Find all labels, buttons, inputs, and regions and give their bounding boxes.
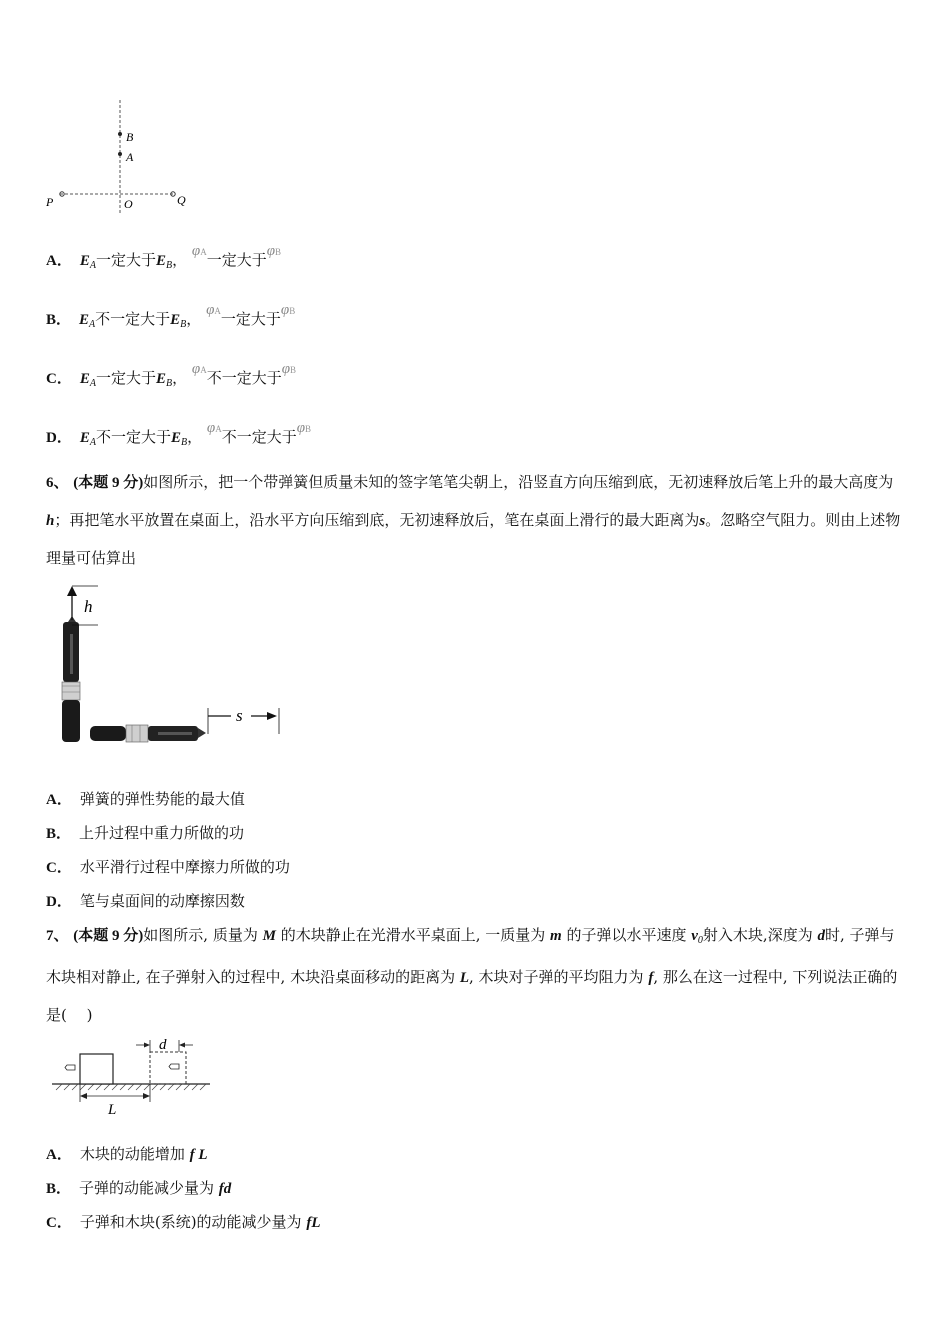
- label-p: P: [46, 195, 54, 209]
- q7-stem: 7、 (本题 9 分)如图所示, 质量为 M 的木块静止在光滑水平桌面上, 一质量为 m 的子弹以水平速度 $v_0$射入木块,深度为 d时, 子弹与木块相对静止, 在子弹射入的过程中, 木块沿桌面移动的距离为 L, 木块对子弹的平均阻力为 f, 那么在这一过程中, 下列说法正确的是( ): [46, 926, 898, 1024]
- label-h: h: [84, 597, 93, 616]
- q6-option-c[interactable]: C． 水平滑行过程中摩擦力所做的功: [46, 858, 290, 876]
- vertical-pen: [62, 616, 80, 742]
- q5-option-d[interactable]: D． $E_A$不一定大于$E_B$， φA不一定大于φB: [46, 420, 312, 448]
- q6-option-a[interactable]: A． 弹簧的弹性势能的最大值: [46, 790, 245, 808]
- figure-point-charges: [40, 95, 200, 215]
- block-initial: [80, 1054, 113, 1084]
- figure-pens: [48, 582, 288, 750]
- q6-stem: 6、 (本题 9 分)如图所示，把一个带弹簧但质量未知的签字笔笔尖朝上，沿竖直方向压缩到底，无初速释放后笔上升的最大高度为h；再把笔水平放置在桌面上，沿水平方向压缩到底，无初速释放后，笔在桌面上滑行的最大距离为s。忽略空气阻力。则由上述物理量可估算出: [46, 473, 901, 567]
- q6-option-d[interactable]: D． 笔与桌面间的动摩擦因数: [46, 892, 245, 910]
- bullet-final: [169, 1064, 179, 1069]
- q7-option-a[interactable]: A． 木块的动能增加 f L: [46, 1145, 208, 1163]
- label-b: B: [126, 130, 134, 144]
- q7-option-b[interactable]: B． 子弹的动能减少量为 fd: [46, 1179, 232, 1197]
- ground-hatch: [56, 1084, 206, 1090]
- q6-option-b[interactable]: B． 上升过程中重力所做的功: [46, 824, 245, 842]
- block-final: [150, 1052, 186, 1084]
- label-d: d: [159, 1037, 167, 1053]
- horizontal-pen: [90, 725, 206, 742]
- label-o: O: [124, 197, 133, 211]
- point-b: [118, 132, 122, 136]
- q5-option-b[interactable]: B． $E_A$不一定大于$E_B$， φA一定大于φB: [46, 302, 296, 330]
- q5-option-c[interactable]: C． $E_A$一定大于$E_B$， φA不一定大于φB: [46, 361, 297, 389]
- label-s: s: [236, 706, 243, 725]
- figure-block-bullet: [50, 1032, 220, 1124]
- bullet-initial: [65, 1065, 75, 1070]
- point-a: [118, 152, 122, 156]
- label-a: A: [126, 150, 134, 164]
- q7-option-c[interactable]: C． 子弹和木块(系统)的动能减少量为 fL: [46, 1213, 321, 1231]
- label-q: Q: [177, 193, 186, 207]
- q5-option-a[interactable]: A． $E_A$一定大于$E_B$， φA一定大于φB: [46, 243, 282, 271]
- label-l: L: [108, 1102, 117, 1118]
